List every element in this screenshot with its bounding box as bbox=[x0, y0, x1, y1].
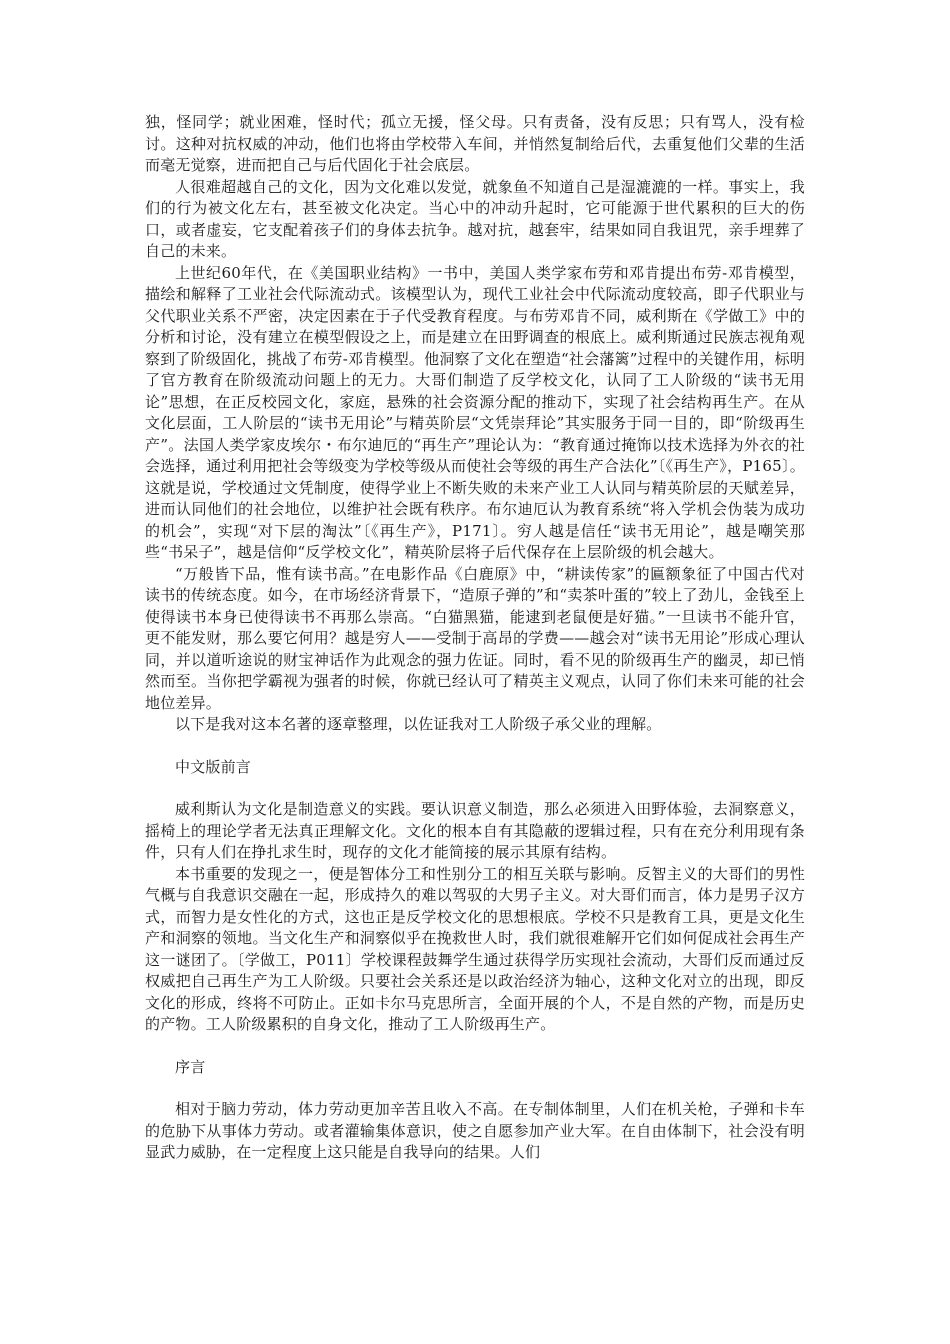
paragraph: “万般皆下品，惟有读书高。”在电影作品《白鹿原》中，“耕读传家”的匾额象征了中国古代对读书的传统态度。如今，在市场经济背景下，“造原子弹的”和“卖茶叶蛋的”较上了劲儿，金钱至上使得读书本身已使得读书不再那么崇高。“白猫黑猫，能逮到老鼠便是好猫。”一旦读书不能升官，更不能发财，那么要它何用？越是穷人——受制于高昂的学费——越会对“读书无用论”形成心理认同，并以道听途说的财宝神话作为此观念的强力佐证。同时，看不见的阶级再生产的幽灵，却已悄然而至。当你把学霸视为强者的时候，你就已经认可了精英主义观点，认同了你们未来可能的社会地位差异。 bbox=[145, 564, 805, 712]
paragraph: 以下是我对这本名著的逐章整理，以佐证我对工人阶级子承父业的理解。 bbox=[175, 715, 662, 733]
section-heading-chinese-preface: 中文版前言 bbox=[175, 757, 252, 776]
paragraph: 人很难超越自己的文化，因为文化难以发觉，就象鱼不知道自己是湿漉漉的一样。事实上，我们的行为被文化左右，甚至被文化决定。当心中的冲动升起时，它可能源于世代累积的巨大的伤口，或者虚妄，它支配着孩子们的身体去抗争。越对抗，越套牢，结果如同自我诅咒，亲手埋葬了自己的未来。 bbox=[145, 177, 805, 260]
paragraph: 相对于脑力劳动，体力劳动更加辛苦且收入不高。在专制体制里，人们在机关枪，子弹和卡车的危胁下从事体力劳动。或者灌输集体意识，使之自愿参加产业大军。在自由体制下，社会没有明显武力威胁，在一定程度上这只能是自我导向的结果。人们 bbox=[145, 1100, 805, 1161]
document-page bbox=[145, 112, 805, 1164]
paragraph: 独，怪同学；就业困难，怪时代；孤立无援，怪父母。只有责备，没有反思；只有骂人，没有检讨。这种对抗权威的冲动，他们也将由学校带入车间，并悄然复制给后代，去重复他们父辈的生活而毫无觉察，进而把自己与后代固化于社会底层。 bbox=[145, 113, 805, 174]
paragraph: 本书重要的发现之一，便是智体分工和性别分工的相互关联与影响。反智主义的大哥们的男性气概与自我意识交融在一起，形成持久的难以驾驭的大男子主义。对大哥们而言，体力是男子汉方式，而智力是女性化的方式，这也正是反学校文化的思想根底。学校不只是教育工具，更是文化生产和洞察的领地。当文化生产和洞察似乎在挽救世人时，我们就很难解开它们如何促成社会再生产这一谜团了。〔学做工，P011〕学校课程鼓舞学生通过获得学历实现社会流动，大哥们反而通过反权威把自己再生产为工人阶级。只要社会关系还是以政治经济为轴心，这种文化对立的出现，即反文化的形成，终将不可防止。正如卡尔马克思所言，全面开展的个人，不是自然的产物，而是历史的产物。工人阶级累积的自身文化，推动了工人阶级再生产。 bbox=[145, 864, 805, 1033]
section-heading-preface: 序言 bbox=[175, 1057, 206, 1076]
paragraph: 威利斯认为文化是制造意义的实践。要认识意义制造，那么必须进入田野体验，去洞察意义，摇椅上的理论学者无法真正理解文化。文化的根本自有其隐蔽的逻辑过程，只有在充分利用现有条件，只有人们在挣扎求生时，现存的文化才能简接的展示其原有结构。 bbox=[145, 800, 805, 861]
paragraph: 上世纪60年代，在《美国职业结构》一书中，美国人类学家布劳和邓肯提出布劳-邓肯模型，描绘和解释了工业社会代际流动式。该模型认为，现代工业社会中代际流动度较高，即子代职业与父代职业关系不严密，决定因素在于子代受教育程度。与布劳邓肯不同，威利斯在《学做工》中的分析和讨论，没有建立在模型假设之上，而是建立在田野调查的根底上。威利斯通过民族志视角观察到了阶级固化，挑战了布劳-邓肯模型。他洞察了文化在塑造“社会藩篱”过程中的关键作用，标明了官方教育在阶级流动问题上的无力。大哥们制造了反学校文化，认同了工人阶级的“读书无用论”思想，在正反校园文化，家庭，悬殊的社会资源分配的推动下，实现了社会结构再生产。在从文化层面，工人阶层的“读书无用论”与精英阶层“文凭崇拜论”其实服务于同一目的，即“阶级再生产”。法国人类学家皮埃尔・布尔迪厄的“再生产”理论认为：“教育通过掩饰以技术选择为外衣的社会选择，通过利用把社会等级变为学校等级从而使社会等级的再生产合法化”〔《再生产》，P165〕。这就是说，学校通过文凭制度，使得学业上不断失败的未来产业工人认同与精英阶层的天赋差异，进而认同他们的社会地位，以维护社会既有秩序。布尔迪厄认为教育系统“将入学机会伪装为成功的机会”，实现“对下层的淘汰”〔《再生产》，P171〕。穷人越是信任“读书无用论”，越是嘲笑那些“书呆子”，越是信仰“反学校文化”，精英阶层将子后代保存在上层阶级的机会越大。 bbox=[145, 263, 805, 561]
